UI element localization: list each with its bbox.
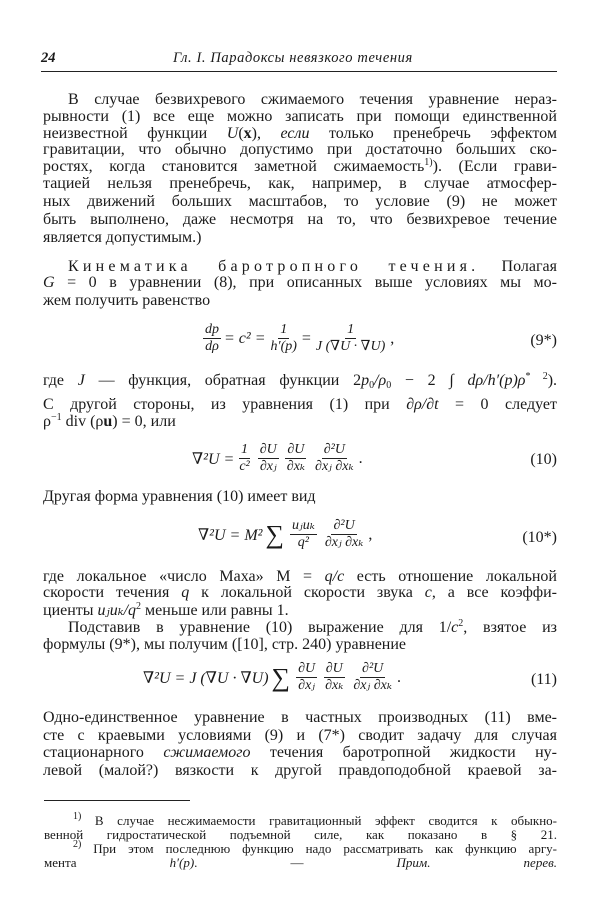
emphasis: если <box>280 125 310 142</box>
text: ), <box>251 125 281 142</box>
math-text: . <box>396 668 401 686</box>
denominator: ∂xⱼ <box>259 459 277 474</box>
text: к локальной скорости звука <box>189 584 425 601</box>
math-var: ρ <box>43 413 51 430</box>
equation-9star <box>200 322 394 355</box>
numerator: uⱼuₖ <box>292 518 315 533</box>
text-line: является допустимым.) <box>43 229 202 246</box>
text-line: Другая форма уравнения (10) имеет вид <box>43 488 316 505</box>
text: неизвестной функции <box>43 125 227 142</box>
denominator: h′(p) <box>270 339 297 354</box>
math-vector: x <box>243 125 252 142</box>
fraction <box>323 661 345 694</box>
text: , а все коэффи- <box>431 584 557 601</box>
denominator: ∂xⱼ ∂xₖ <box>315 459 354 474</box>
text: стационарного <box>43 744 164 761</box>
fraction <box>203 322 221 355</box>
text: = 0 в уравнении (8), при описанных выше условиях мы мо- <box>54 274 557 291</box>
equation-number: (11) <box>530 671 557 688</box>
section-heading: Кинематика баротропного течения. <box>68 258 480 275</box>
numerator: ∂U <box>259 442 277 457</box>
text-line <box>43 584 557 602</box>
text: скорости течения <box>43 584 182 601</box>
fraction <box>290 518 317 551</box>
sum-sign: ∑ <box>265 519 284 549</box>
numerator: ∂²U <box>323 442 345 457</box>
text: — функция, обратная функции 2 <box>84 372 362 389</box>
math-text: = c² = <box>224 329 266 347</box>
text-line: сте с краевыми условиями (9) и (7*) сводит задачу для случая <box>43 727 557 744</box>
fraction <box>269 322 299 355</box>
denominator: J (∇U · ∇U) <box>315 339 386 354</box>
denominator: ∂xₖ <box>325 678 344 693</box>
text: ). (Если грави- <box>432 158 557 175</box>
denominator: q² <box>297 535 309 550</box>
math-var: c <box>424 584 432 601</box>
text-line: левой (малой?) вязкости к другой правдоподобной краевой за- <box>43 762 557 779</box>
numerator: 1 <box>280 322 288 337</box>
text: − 2 ∫ <box>391 372 468 389</box>
numerator: ∂U <box>325 661 343 676</box>
text: Подставив в уравнение (10) выражение для 1/ <box>68 619 452 636</box>
text-line: тацией нельзя пренебречь, как, например, в случае атмосфер- <box>43 175 557 192</box>
math-expr: ∂ρ/∂t <box>406 396 439 413</box>
math-text: = <box>301 329 311 347</box>
equation-11 <box>143 661 401 694</box>
text: ) = 0, или <box>112 413 176 430</box>
equation-number: (9*) <box>530 332 557 349</box>
math-expr: h′(p) <box>169 855 195 870</box>
footnote-2-cont <box>44 856 557 870</box>
superscript: 2 <box>136 601 142 612</box>
math-expr: q/c <box>324 568 345 585</box>
math-var: p <box>361 372 370 389</box>
footnote-mark: 2) <box>73 839 82 850</box>
fraction <box>314 322 387 355</box>
math-text: ∇²U = M² <box>198 526 263 544</box>
text: При этом последнюю функцию надо рассматривать как функцию аргу- <box>81 841 557 856</box>
text-line: гравитации, что обычно допустимо при достаточно больших ско- <box>43 141 557 158</box>
fraction <box>285 442 307 475</box>
fraction <box>313 442 356 475</box>
fraction <box>237 442 251 475</box>
footnote-rule <box>44 800 190 801</box>
numerator: ∂U <box>298 661 316 676</box>
math-var: U <box>226 125 239 142</box>
emphasis: сжимаемого <box>163 744 251 761</box>
math-var: J <box>77 372 85 389</box>
math-expr: dρ/h′(p)ρ <box>467 372 526 389</box>
superscript: −1 <box>50 412 62 423</box>
text-line: жем получить равенство <box>43 292 211 309</box>
footnote-ref[interactable]: 1) <box>424 157 433 168</box>
text: ( <box>238 125 244 142</box>
text-line: рывности (1) все еще можно записать при помощи единственной <box>43 108 557 125</box>
text-line <box>68 619 557 637</box>
footnote-2 <box>73 839 557 856</box>
text-line <box>43 274 557 292</box>
math-text: ∇²U = <box>192 450 235 468</box>
denominator: ∂xⱼ ∂xₖ <box>353 678 392 693</box>
text: где <box>43 372 78 389</box>
text: , взятое из <box>463 619 557 636</box>
numerator: ∂²U <box>362 661 384 676</box>
math-text: ∇²U = J (∇U · ∇U) <box>143 669 269 687</box>
equation-number: (10*) <box>522 529 557 546</box>
math-text: . <box>358 449 363 467</box>
text: div (ρ <box>61 413 104 430</box>
footnote-mark: 1) <box>73 811 82 822</box>
numerator: 1 <box>347 322 355 337</box>
fraction <box>323 518 366 551</box>
math-var: G <box>43 274 55 291</box>
math-text: , <box>390 329 395 347</box>
text: где локальное «число Маха» M = <box>43 568 325 585</box>
footnote-1-cont: венной гидростатической подъемной силе, как показано в § 21. <box>44 827 557 842</box>
math-var: q <box>181 584 190 601</box>
text: С другой стороны, из уравнения (1) при <box>43 396 407 413</box>
denominator: ∂xⱼ ∂xₖ <box>324 535 364 550</box>
numerator: ∂U <box>287 442 305 457</box>
text: = 0 следует <box>438 396 557 413</box>
math-var: /ρ <box>374 372 387 389</box>
text-line <box>43 372 557 390</box>
numerator: 1 <box>241 442 249 457</box>
equation-10star <box>198 518 372 551</box>
denominator: ∂xₖ <box>286 459 306 474</box>
text-line <box>43 744 557 762</box>
text-line <box>43 396 557 414</box>
denominator: ∂xⱼ <box>298 678 316 693</box>
denominator: dρ <box>205 339 219 354</box>
text: циенты <box>43 602 98 619</box>
text-line: ных движений больших масштабов, то условие (9) не может <box>43 193 557 210</box>
header-rule <box>41 71 557 72</box>
text-line: формулы (9*), мы получим ([10], стр. 240) уравнение <box>43 636 407 653</box>
text-line: В случае безвихревого сжимаемого течения уравнение нераз- <box>68 91 557 108</box>
sum-sign: ∑ <box>271 662 291 692</box>
text: только пренебречь эффектом <box>309 125 558 142</box>
subscript: 0 <box>369 380 375 391</box>
math-text: , <box>368 525 373 543</box>
running-header <box>41 50 557 70</box>
fraction <box>258 442 279 475</box>
equation-10 <box>192 442 363 475</box>
math-expr: uⱼuₖ/q <box>97 602 137 619</box>
fraction <box>351 661 394 694</box>
text-line: Одно-единственное уравнение в частных производных (11) вме- <box>43 709 557 726</box>
text: ростях, когда становится заметной сжимаемость <box>43 158 425 175</box>
text: . — <box>194 855 397 870</box>
text: Полагая <box>479 258 557 275</box>
text: течения баротропной жидкости ну- <box>250 744 558 761</box>
math-vector: u <box>103 413 113 430</box>
text: В случае несжимаемости гравитационный эффект сводится к обыкно- <box>81 813 557 828</box>
footnote-1 <box>73 811 557 828</box>
denominator: c² <box>239 459 250 474</box>
text: есть отношение локальной <box>344 568 557 585</box>
text-line <box>43 413 557 431</box>
text: меньше или равны 1. <box>141 602 289 619</box>
text: мента <box>44 855 170 870</box>
numerator: ∂²U <box>333 518 355 533</box>
equation-number: (10) <box>530 451 557 468</box>
text-line <box>43 602 557 620</box>
text: ). <box>547 372 558 389</box>
running-title: Гл. I. Парадоксы невязкого течения <box>173 50 413 66</box>
fraction <box>296 661 317 694</box>
numerator: dp <box>205 322 219 337</box>
superscript: 2 <box>458 618 464 629</box>
superscript: * 2 <box>525 371 548 382</box>
subscript: 0 <box>386 380 392 391</box>
text-line: быть выполнено, даже несмотря на то, что безвихревое течение <box>43 211 557 228</box>
text-line <box>43 158 557 176</box>
page-number: 24 <box>41 50 56 66</box>
math-var: c <box>451 619 459 636</box>
translator-note: Прим. перев. <box>396 855 557 870</box>
